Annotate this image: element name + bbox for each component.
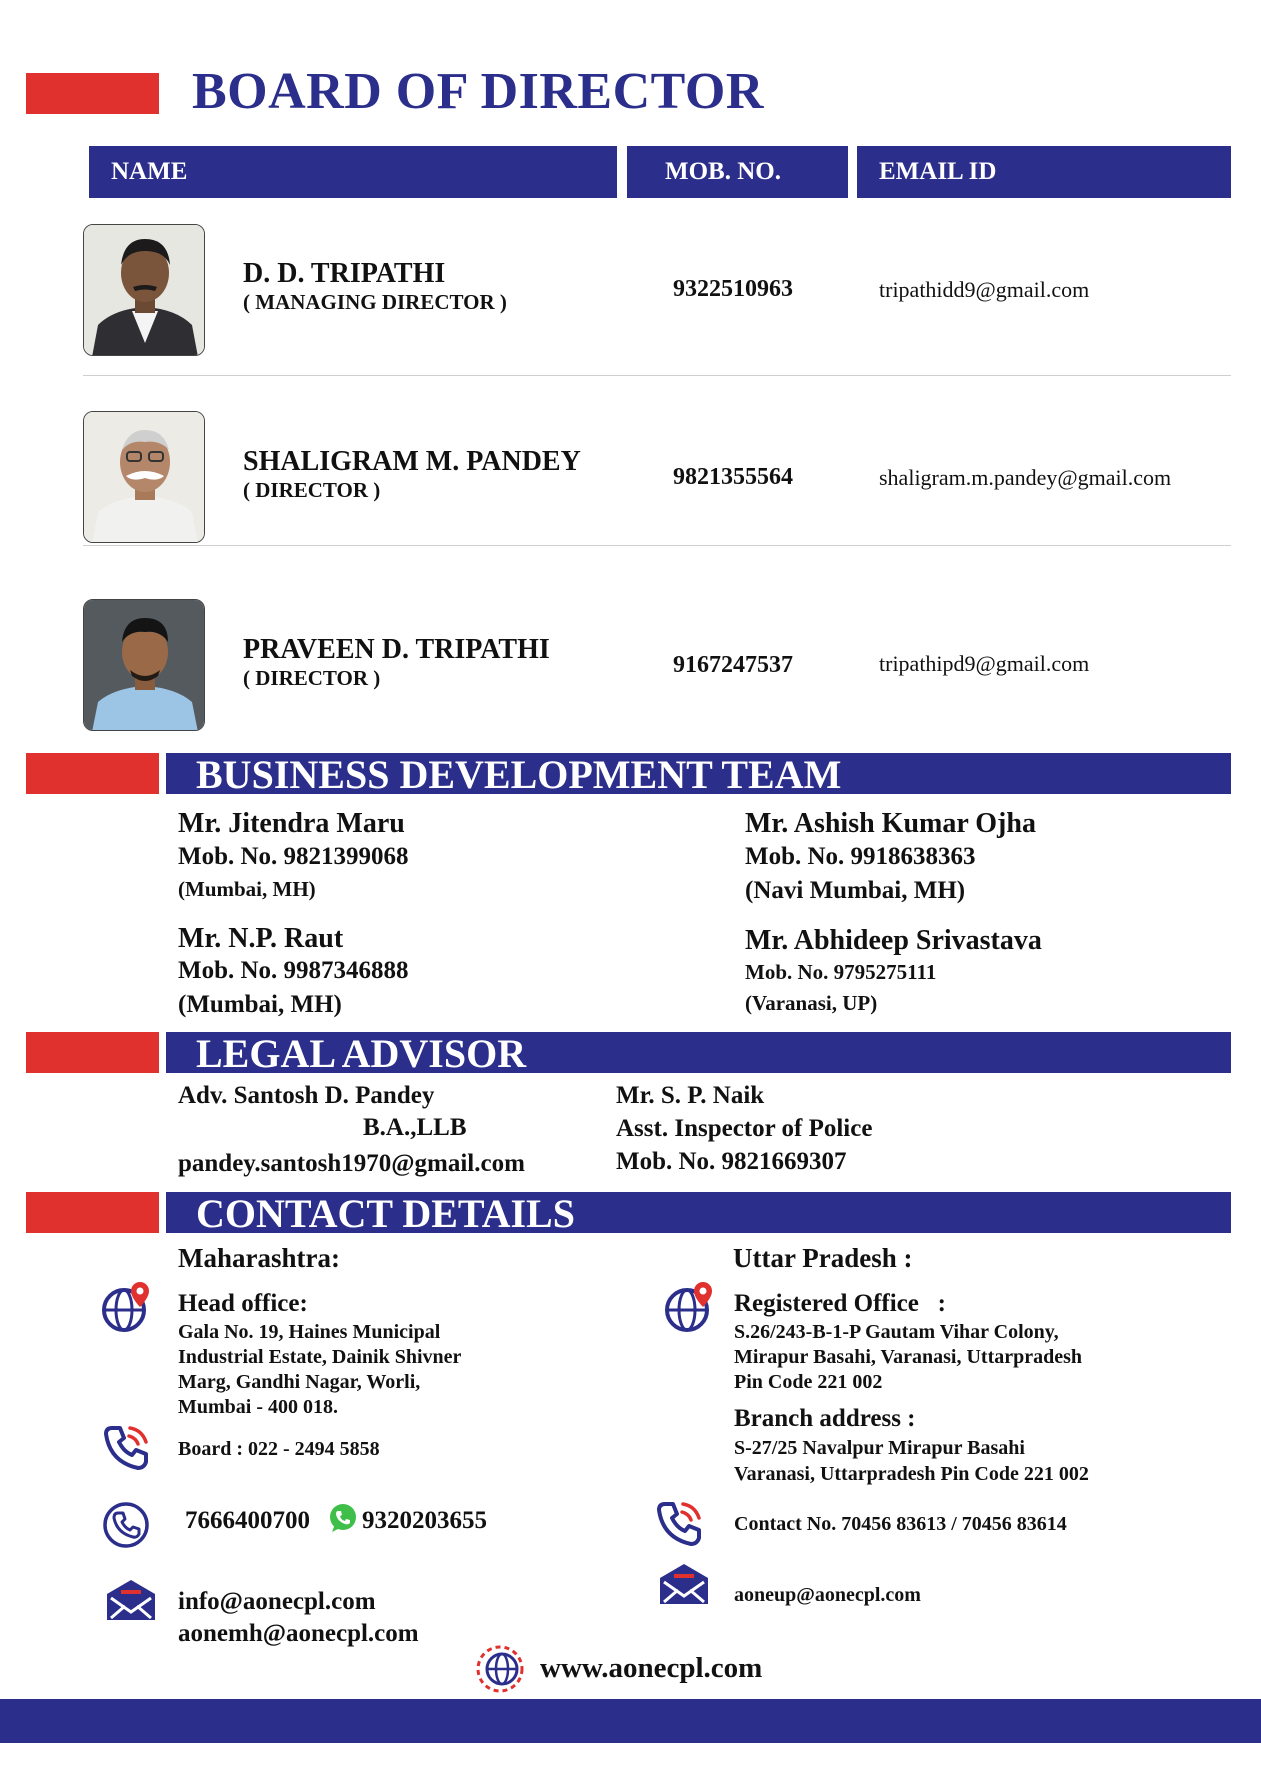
member-name: Mr. N.P. Raut <box>178 923 344 954</box>
head-office-address: Mumbai - 400 018. <box>178 1396 338 1418</box>
director-mobile-1: 9322510963 <box>673 276 793 302</box>
mobile-number: 7666400700 <box>185 1507 310 1534</box>
member-location: (Varanasi, UP) <box>745 991 878 1015</box>
whatsapp-icon <box>327 1502 359 1534</box>
website-link[interactable]: www.aonecpl.com <box>540 1652 763 1684</box>
board-phone: Board : 022 - 2494 5858 <box>178 1438 380 1460</box>
branch-address: Varanasi, Uttarpradesh Pin Code 221 002 <box>734 1463 1089 1485</box>
mail-icon <box>103 1578 159 1622</box>
director-email-2: shaligram.m.pandey@gmail.com <box>879 465 1172 490</box>
director-photo-3 <box>83 599 205 731</box>
registered-office-label: Registered Office : <box>734 1290 946 1317</box>
section-accent-bar <box>26 1032 159 1073</box>
phone-ringing-icon <box>102 1422 152 1472</box>
business-team-title: BUSINESS DEVELOPMENT TEAM <box>196 752 842 797</box>
director-name-2: SHALIGRAM M. PANDEY <box>243 446 581 477</box>
legal-advisor-name: Adv. Santosh D. Pandey <box>178 1082 435 1109</box>
director-mobile-2: 9821355564 <box>673 464 793 490</box>
director-role-2: ( DIRECTOR ) <box>243 478 381 502</box>
director-role-1: ( MANAGING DIRECTOR ) <box>243 290 507 314</box>
phone-ringing-icon <box>655 1498 705 1548</box>
contact-title: CONTACT DETAILS <box>196 1191 575 1236</box>
header-mobile: MOB. NO. <box>627 146 848 198</box>
police-officer-mobile: Mob. No. 9821669307 <box>616 1148 847 1175</box>
row-divider <box>83 545 1231 546</box>
location-globe-icon <box>100 1278 154 1336</box>
head-office-address: Industrial Estate, Dainik Shivner <box>178 1346 462 1368</box>
director-email-1: tripathidd9@gmail.com <box>879 277 1090 302</box>
member-location: (Mumbai, MH) <box>178 877 316 901</box>
member-name: Mr. Ashish Kumar Ojha <box>745 808 1036 839</box>
globe-icon <box>474 1643 526 1695</box>
head-office-address: Marg, Gandhi Nagar, Worli, <box>178 1371 421 1393</box>
director-name-3: PRAVEEN D. TRIPATHI <box>243 634 550 665</box>
registered-office-address: Mirapur Basahi, Varanasi, Uttarpradesh <box>734 1346 1083 1368</box>
row-divider <box>83 375 1231 376</box>
police-officer-designation: Asst. Inspector of Police <box>616 1115 873 1142</box>
mail-icon <box>656 1562 712 1606</box>
director-mobile-3: 9167247537 <box>673 652 793 678</box>
registered-office-address: Pin Code 221 002 <box>734 1371 883 1393</box>
member-name: Mr. Jitendra Maru <box>178 808 405 839</box>
branch-address-label: Branch address : <box>734 1405 916 1432</box>
section-accent-bar <box>26 753 159 794</box>
member-mobile: Mob. No. 9821399068 <box>178 843 409 870</box>
header-email: EMAIL ID <box>857 146 1231 198</box>
phone-icon <box>102 1501 150 1549</box>
member-mobile: Mob. No. 9918638363 <box>745 843 976 870</box>
email-info: info@aonecpl.com <box>178 1588 376 1615</box>
police-officer-name: Mr. S. P. Naik <box>616 1082 765 1109</box>
member-mobile: Mob. No. 9987346888 <box>178 957 409 984</box>
state-maharashtra: Maharashtra: <box>178 1243 340 1273</box>
email-mh: aonemh@aonecpl.com <box>178 1620 419 1647</box>
footer-bar <box>0 1699 1261 1743</box>
whatsapp-number: 9320203655 <box>362 1507 487 1534</box>
branch-address: S-27/25 Navalpur Mirapur Basahi <box>734 1437 1025 1459</box>
director-role-3: ( DIRECTOR ) <box>243 666 381 690</box>
member-location: (Navi Mumbai, MH) <box>745 877 966 904</box>
legal-advisor-qualification: B.A.,LLB <box>363 1114 467 1141</box>
location-globe-icon <box>663 1278 717 1336</box>
director-email-3: tripathipd9@gmail.com <box>879 651 1090 676</box>
section-accent-bar <box>26 1192 159 1233</box>
member-mobile: Mob. No. 9795275111 <box>745 960 937 984</box>
legal-title: LEGAL ADVISOR <box>196 1031 527 1076</box>
page-title: BOARD OF DIRECTOR <box>192 63 764 120</box>
legal-advisor-email: pandey.santosh1970@gmail.com <box>178 1150 525 1177</box>
head-office-address: Gala No. 19, Haines Municipal <box>178 1321 441 1343</box>
email-up: aoneup@aonecpl.com <box>734 1584 921 1606</box>
director-photo-2 <box>83 411 205 543</box>
state-uttar-pradesh: Uttar Pradesh : <box>733 1243 913 1273</box>
director-photo-1 <box>83 224 205 356</box>
up-contact-numbers: Contact No. 70456 83613 / 70456 83614 <box>734 1513 1067 1535</box>
header-name: NAME <box>89 146 617 198</box>
heading-accent-bar <box>26 73 159 114</box>
head-office-label: Head office: <box>178 1290 308 1317</box>
member-name: Mr. Abhideep Srivastava <box>745 925 1042 956</box>
director-name-1: D. D. TRIPATHI <box>243 258 446 289</box>
member-location: (Mumbai, MH) <box>178 991 342 1018</box>
registered-office-address: S.26/243-B-1-P Gautam Vihar Colony, <box>734 1321 1059 1343</box>
